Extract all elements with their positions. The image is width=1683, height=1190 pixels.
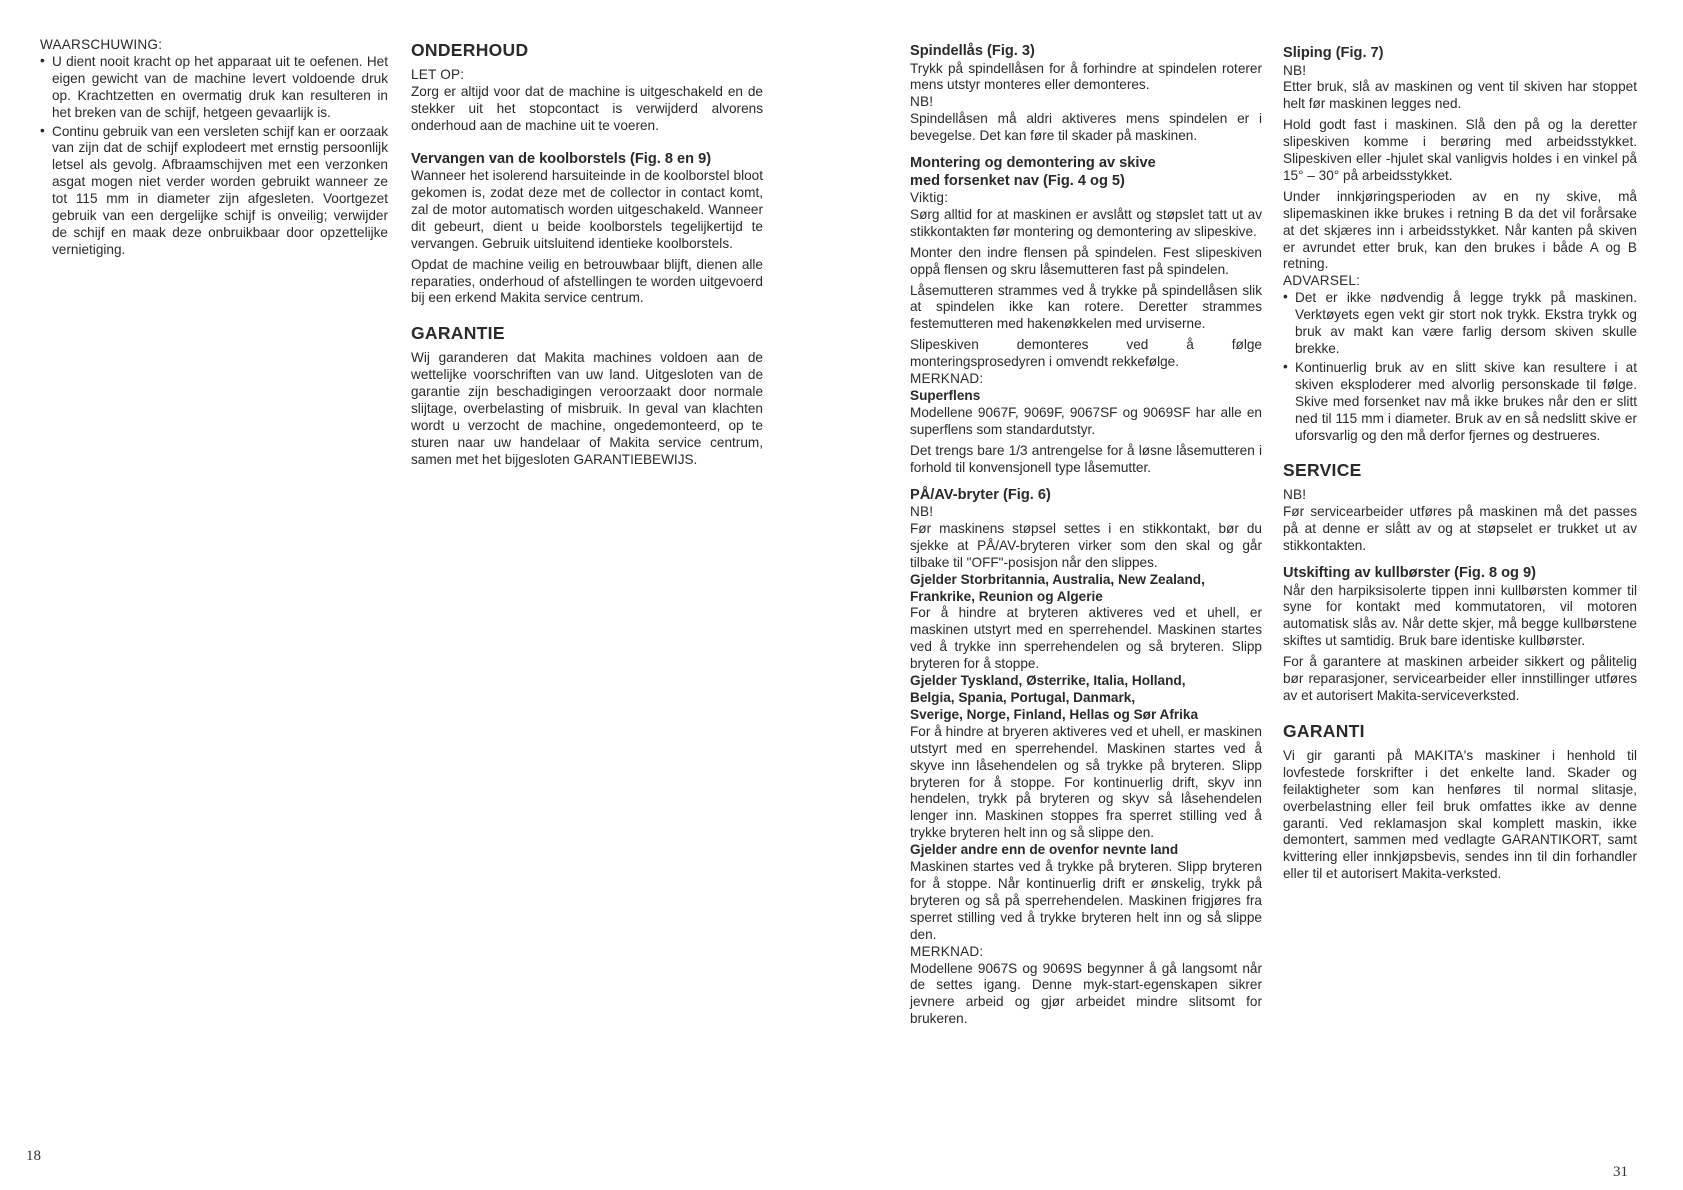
section-service — [1283, 460, 1637, 555]
warning-item: • Continu gebruik van een versleten schijf kan er oorzaak van zijn dat de schijf explodeert met ernstig persoonlijk letsel als gevolg. Afbraamschijven met een verzonken asgat mogen niet verder worden gebruikt wanneer ze tot 115 mm in diameter zijn afgesleten. Voortgezet gebruik van een dergelijke schijf is onveilig; verwijder de schijf en maak deze onbruikbaar door opzettelijke vernietiging. — [40, 124, 388, 259]
superflens-text-2: Det trengs bare 1/3 antrengelse for å løsne låsemutteren i forhold til konvensjonell type låsemutter. — [910, 442, 1262, 475]
heading-bryter: PÅ/AV-bryter (Fig. 6) — [910, 486, 1051, 503]
de-heading-line-3: Sverige, Norge, Finland, Hellas og Sør Afrika — [910, 706, 1199, 722]
heading-spindellas: Spindellås (Fig. 3) — [910, 43, 1035, 59]
heading-kullborster: Utskifting av kullbørster (Fig. 8 og 9) — [1283, 565, 1536, 582]
heading-onderhoud: ONDERHOUD — [411, 40, 529, 60]
de-heading-line-2: Belgia, Spania, Portugal, Danmark, — [910, 690, 1136, 705]
de-heading-line-1: Gjelder Tyskland, Østerrike, Italia, Holland, — [910, 673, 1186, 689]
other-heading: Gjelder andre enn de ovenfor nevnte land — [910, 842, 1179, 858]
nb-label: NB! — [910, 504, 934, 520]
montering-text-3: Slipeskiven demonteres ved å følge monteringsprosedyren i omvendt rekkefølge. — [910, 337, 1262, 370]
montering-text-1: Monter den indre flensen på spindelen. Fest slipeskiven oppå flensen og skru låsemutteren fast på spindelen. — [910, 244, 1262, 277]
warning-list — [40, 54, 388, 259]
spindellas-text: Trykk på spindellåsen for å forhindre at spindelen roterer mens utstyr monteres eller demonteres. — [910, 60, 1262, 93]
advarsel-list — [1283, 290, 1637, 444]
section-kullborster — [1283, 565, 1637, 705]
warning-label: WAARSCHUWING: — [40, 37, 163, 52]
uk-heading-line-2: Frankrike, Reunion og Algerie — [910, 588, 1103, 604]
section-garantie — [411, 323, 763, 468]
garanti-text: Vi gir garanti på MAKITA's maskiner i henhold til lovfestede forskrifter i det enkelte land. Skader og feilaktigheter som kan henføres til normal slitasje, overbelastning eller feil bruk omfattes ikke av denne garanti. Ved reklamasjon skal komplett maskin, ikke demontert, sammen med vedlagte GARANTIKORT, samt kvittering eller innkjøpsbevis, sendes inn til din forhandler eller til et autorisert Makita-verksted. — [1283, 747, 1637, 882]
sliping-text-1: Hold godt fast i maskinen. Slå den på og la deretter slipeskiven komme i berøring med arbeidsstykket. Slipeskiven eller -hjulet skal vanligvis holdes i en vinkel på 15° – 30° på arbeidsstykket. — [1283, 117, 1637, 183]
section-garanti — [1283, 721, 1637, 883]
nb-label: NB! — [1283, 62, 1307, 78]
nb-label: NB! — [1283, 487, 1307, 503]
sliping-nb-text: Etter bruk, slå av maskinen og vent til skiven har stoppet helt før maskinen legges ned. — [1283, 79, 1637, 112]
advarsel-item: • Det er ikke nødvendig å legge trykk på maskinen. Verktøyets egen vekt gir stort nok trykk. Ekstra trykk og bruk av makt kan være farlig dersom skiven skulle brekke. — [1283, 290, 1637, 358]
viktig-label: Viktig: — [910, 190, 949, 206]
heading-sliping: Sliping (Fig. 7) — [1283, 45, 1384, 61]
spindellas-nb-text: Spindellåsen må aldri aktiveres mens spindelen er i bevegelse. Det kan føre til skader på maskinen. — [910, 111, 1262, 144]
section-koolborstels — [411, 151, 763, 308]
kullborster-text-2: For å garantere at maskinen arbeider sikkert og pålitelig bør reparasjoner, servicearbeider eller innstillinger utføres av et autorisert Makita-serviceverksted. — [1283, 654, 1637, 703]
service-nb-text: Før servicearbeider utføres på maskinen må det passes på at denne er slått av og at støpselet er trukket ut av stikkontakten. — [1283, 504, 1637, 554]
section-montering — [910, 155, 1262, 477]
heading-montering-line-1: Montering og demontering av skive — [910, 155, 1156, 172]
section-bryter — [910, 487, 1262, 1029]
other-text: Maskinen startes ved å trykke på bryteren. Slipp bryteren for å stoppe. Når kontinuerlig drift er ønskelig, trykk på bryteren og så på sperrehendelen. Maskinen frigjøres fra sperret stilling ved å trykke bryteren helt inn og så slippe den. — [910, 859, 1262, 942]
heading-garantie: GARANTIE — [411, 323, 505, 344]
montering-text-2: Låsemutteren strammes ved å trykke på spindellåsen slik at spindelen ikke kan rotere. Deretter strammes festemutteren med hakenøkkelen med urviserne. — [910, 282, 1262, 332]
uk-text: For å hindre at bryteren aktiveres ved et uhell, er maskinen utstyrt med en sperrehendel. Maskinen startes ved å trykke inn sperrehendelen og så bryteren. Slipp bryteren for å stoppe. — [910, 605, 1262, 672]
kullborster-text: Når den harpiksisolerte tippen inni kullbørsten kommer til syne for kontakt med kommutatoren, vil motoren automatisk slås av. Når dette skjer, må begge kullbørstene skiftes ut samtidig. Bruk bare identiske kullbørster. — [1283, 582, 1637, 649]
page-number-left: 18 — [26, 1148, 41, 1164]
uk-heading-line-1: Gjelder Storbritannia, Australia, New Zealand, — [910, 571, 1205, 587]
left-column-1 — [40, 37, 388, 261]
page-number-right: 31 — [1613, 1164, 1628, 1180]
heading-koolborstels: Vervangen van de koolborstels (Fig. 8 en 9) — [411, 150, 712, 167]
merknad-label: MERKNAD: — [910, 943, 984, 959]
heading-service: SERVICE — [1283, 460, 1362, 481]
advarsel-item: • Kontinuerlig bruk av en slitt skive kan resultere i at skiven eksploderer med alvorlig personskade til følge. Skive med forsenket nav må ikke brukes når den er slitt ned til 115 mm i diameter. Bruk av en så nedslitt skive er uforsvarlig og den må derfor fjernes og destrueres. — [1283, 360, 1637, 445]
sliping-text-2: Under innkjøringsperioden av en ny skive, må slipemaskinen ikke brukes i retning B da det vil forårsake at det skjæres inn i arbeidsstykket. Når kanten på skiven er avrundet etter bruk, kan den brukes i både A og B retning. — [1283, 188, 1637, 272]
section-onderhoud — [411, 40, 763, 135]
note-text: Zorg er altijd voor dat de machine is uitgeschakeld en de stekker uit het stopcontact is verwijderd alvorens onderhoud aan de machine uit te voeren. — [411, 83, 763, 133]
merknad-label: MERKNAD: — [910, 371, 984, 387]
viktig-text: Sørg alltid for at maskinen er avslått og støpslet tatt ut av stikkontakten før montering og demontering av slipeskive. — [910, 206, 1262, 239]
merknad-text: Modellene 9067S og 9069S begynner å gå langsomt når de settes igang. Denne myk-start-egenskapen sikrer jevnere arbeid og gjør arbeidet mindre slitsomt for brukeren. — [910, 960, 1262, 1027]
bryter-nb-text: Før maskinens støpsel settes i en stikkontakt, bør du sjekke at PÅ/AV-bryteren virker som den skal og går tilbake til "OFF"-posisjon når den slippes. — [910, 520, 1262, 570]
de-text: For å hindre at bryeren aktiveres ved et uhell, er maskinen utstyrt med en sperrehendel. Maskinen startes ved å skyve inn låsehendelen og så trykke på bryteren. Slipp bryteren for å stoppe. For kontinuerlig drift, skyv inn hendelen, trykk på bryteren og skyv så låsehendelen lenger inn. Maskinen stoppes fra sperret stilling ved å trykke bryteren helt inn og så slippe den. — [910, 723, 1262, 841]
section-spindellas — [910, 43, 1262, 145]
superflens-text: Modellene 9067F, 9069F, 9067SF og 9069SF har alle en superflens som standardutstyr. — [910, 404, 1262, 437]
note-label: LET OP: — [411, 67, 465, 82]
garantie-text: Wij garanderen dat Makita machines voldoen aan de wettelijke voorschriften van uw land. Uitgesloten van de garantie zijn beschadigingen veroorzaakt door normale slijtage, overbelasting of misbruik. In geval van klachten wordt u verzocht de machine, ongedemonteerd, op te sturen naar uw handelaar of Makita service centrum, samen met het bijgesloten GARANTIEBEWIJS. — [411, 350, 763, 467]
superflens-heading: Superflens — [910, 388, 981, 403]
koolborstels-text: Wanneer het isolerend harsuiteinde in de koolborstel bloot gekomen is, zodat deze met de collector in contact komt, zal de motor automatisch worden uitgeschakeld. Wanneer dit gebeurt, dient u beide koolborstels tegelijkertijd te vervangen. Gebruik uitsluitend identieke koolborstels. — [411, 168, 763, 251]
heading-garanti: GARANTI — [1283, 720, 1365, 741]
left-column-2 — [411, 40, 763, 479]
koolborstels-text-2: Opdat de machine veilig en betrouwbaar blijft, dienen alle reparaties, onderhoud of afstellingen te worden uitgevoerd bij een erkend Makita service centrum. — [411, 256, 763, 306]
right-column-2 — [1283, 45, 1637, 893]
section-sliping — [1283, 45, 1637, 444]
heading-montering-line-2: med forsenket nav (Fig. 4 og 5) — [910, 172, 1125, 189]
right-column-1 — [910, 43, 1262, 1038]
nb-label: NB! — [910, 94, 934, 110]
warning-item: • U dient nooit kracht op het apparaat uit te oefenen. Het eigen gewicht van de machine levert voldoende druk op. Krachtzetten en overmatig druk kan resulteren in het breken van de schijf, hetgeen gevaarlijk is. — [40, 54, 388, 122]
advarsel-label: ADVARSEL: — [1283, 273, 1361, 289]
